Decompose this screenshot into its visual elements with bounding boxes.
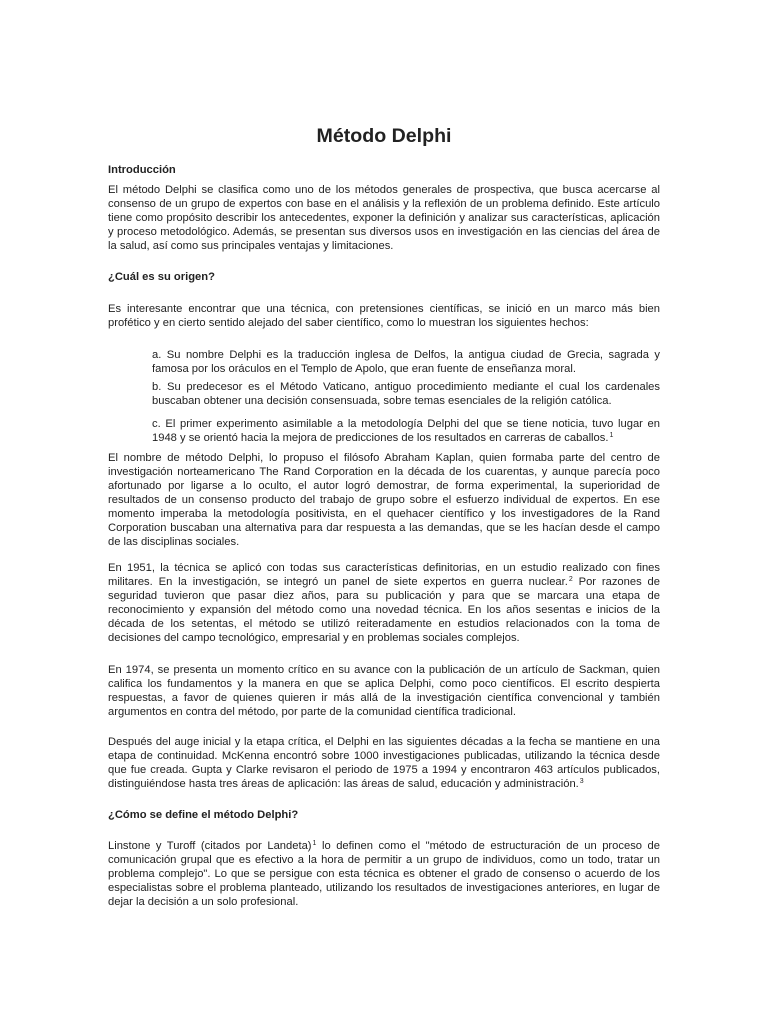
- document-title: Método Delphi: [316, 125, 452, 147]
- text-line: investigación norteamericano The Rand Corporation en la década de los cuarentas, y aunque parecía poco: [108, 466, 660, 478]
- heading-definicion: ¿Cómo se define el método Delphi?: [108, 809, 299, 821]
- text-line: resultados de un consenso producto del trabajo de grupo sobre el esfuerzo individual de expertos. En ese: [108, 494, 660, 506]
- text-line: a. Su nombre Delphi es la traducción inglesa de Delfos, la antigua ciudad de Grecia, sagrada y: [152, 349, 660, 361]
- footnote-ref: 1: [312, 839, 317, 847]
- text-line: famosa por los oráculos en el Templo de Apolo, que eran fuente de enseñanza moral.: [152, 363, 576, 375]
- list-item-a: [152, 348, 660, 376]
- text-line: Corporation buscaban una alternativa para dar respuesta a las demandas, que se les hacían desde el campo: [108, 522, 660, 534]
- text-line: profético y en cierto sentido alejado del saber científico, como lo muestran los siguientes hechos:: [108, 317, 589, 329]
- footnote-ref: 2: [568, 575, 573, 583]
- text-line: consenso de un grupo de expertos con base en el análisis y la reflexión de un problema definido. Este artículo: [108, 198, 660, 210]
- text-line: [108, 575, 660, 589]
- text-line: decisiones del campo tecnológico, empresarial y en problemas sociales complejos.: [108, 632, 520, 644]
- text-line: la salud, así como sus principales ventajas y limitaciones.: [108, 240, 394, 252]
- text-line: especialistas sobre el problema planteado, utilizando los resultados de investigaciones anteriores, en lugar de: [108, 882, 660, 894]
- text-line: En 1951, la técnica se aplicó con todas sus características definitorias, en un estudio realizado con fines: [108, 562, 660, 574]
- text-segment: Por razones de: [572, 576, 660, 588]
- text-line: década de los setentas, el método se utilizó reiteradamente en estudios relacionados con la toma de: [108, 618, 660, 630]
- text-line: dejar la decisión a un solo profesional.: [108, 896, 299, 908]
- heading-origen: ¿Cuál es su origen?: [108, 271, 215, 283]
- text-line: y proceso metodológico. Además, se presentan sus diversos usos en investigación en las ciencias del área de: [108, 226, 660, 238]
- intro-paragraph: [108, 183, 660, 253]
- list-item-c: [152, 417, 660, 445]
- history-1951-paragraph: [108, 561, 660, 645]
- text-line: respuestas, a favor de quienes quieren ir más allá de la investigación científica convencional y también: [108, 692, 660, 704]
- text-line: Es interesante encontrar que una técnica, con pretensiones científicas, se inició en un marco más bien: [108, 303, 660, 315]
- text-line: seguridad tuvieron que pasar diez años, para su publicación y para que se marcara una etapa de: [108, 590, 660, 602]
- footnote-ref: 1: [609, 431, 614, 439]
- text-line: momento imperaba la metodología positivista, en el quehacer científico y los investigadores de la Rand: [108, 508, 660, 520]
- text-line: b. Su predecesor es el Método Vaticano, antiguo procedimiento mediante el cual los cardenales: [152, 381, 660, 393]
- text-line: En 1974, se presenta un momento crítico en su avance con la publicación de un artículo de Sackman, quien: [108, 664, 660, 676]
- text-line: que fue creada. Gupta y Clarke revisaron el periodo de 1975 a 1994 y encontraron 463 artículos publicados,: [108, 764, 660, 776]
- text-line: de las disciplinas sociales.: [108, 536, 240, 548]
- text-segment: militares. En la investigación, se integró un panel de siete expertos en guerra nuclear.: [108, 576, 568, 588]
- text-line: comunicación grupal que es efectivo a la hora de permitir a un grupo de individuos, como un todo, tratar un: [108, 854, 660, 866]
- text-line: [108, 839, 660, 853]
- text-line: afortunado por ligarse a lo oculto, el autor logró demostrar, de forma experimental, la superioridad de: [108, 480, 660, 492]
- text-line: El nombre de método Delphi, lo propuso el filósofo Abraham Kaplan, quien formaba parte del centro de: [108, 452, 660, 464]
- text-line: califica los fundamentos y la manera en que se aplica Delphi, como poco científicos. El escrito despierta: [108, 678, 660, 690]
- text-line: argumentos en contra del método, por parte de la comunidad científica tradicional.: [108, 706, 516, 718]
- text-line: problema complejo". Lo que se persigue con esta técnica es obtener el grado de consenso o acuerdo de los: [108, 868, 660, 880]
- footnote-ref: 3: [579, 777, 584, 785]
- text-line: tiene como propósito describir los antecedentes, exponer la definición y analizar sus características, aplicación: [108, 212, 660, 224]
- text-line: reconocimiento y expansión del método como una novedad técnica. En los años sesentas e inicios de la: [108, 604, 660, 616]
- text-line: buscaban obtener una decisión consensuada, sobre temas esenciales de la religión católica.: [152, 395, 612, 407]
- text-line: El método Delphi se clasifica como uno de los métodos generales de prospectiva, que busca acercarse al: [108, 184, 660, 196]
- heading-introduccion: Introducción: [108, 164, 176, 176]
- text-line: Después del auge inicial y la etapa crítica, el Delphi en las siguientes décadas a la fecha se mantiene en una: [108, 736, 660, 748]
- text-line: c. El primer experimento asimilable a la metodología Delphi del que se tiene noticia, tuvo lugar en: [152, 418, 660, 430]
- text-segment: distinguiéndose hasta tres áreas de aplicación: las áreas de salud, educación y administración.: [108, 778, 579, 790]
- text-line: [152, 431, 660, 445]
- origin-paragraph: [108, 302, 660, 330]
- text-line: [108, 777, 660, 791]
- name-origin-paragraph: [108, 451, 660, 549]
- history-1974-paragraph: [108, 663, 660, 719]
- text-segment: Linstone y Turoff (citados por Landeta): [108, 840, 312, 852]
- list-item-b: [152, 380, 660, 408]
- text-segment: 1948 y se orientó hacia la mejora de predicciones de los resultados en carreras de caballos.: [152, 432, 609, 444]
- text-line: etapa de continuidad. McKenna encontró sobre 1000 investigaciones publicadas, utilizando la técnica desde: [108, 750, 660, 762]
- text-segment: lo definen como el "método de estructuración de un proceso de: [316, 840, 660, 852]
- definition-paragraph: [108, 839, 660, 909]
- continuity-paragraph: [108, 735, 660, 791]
